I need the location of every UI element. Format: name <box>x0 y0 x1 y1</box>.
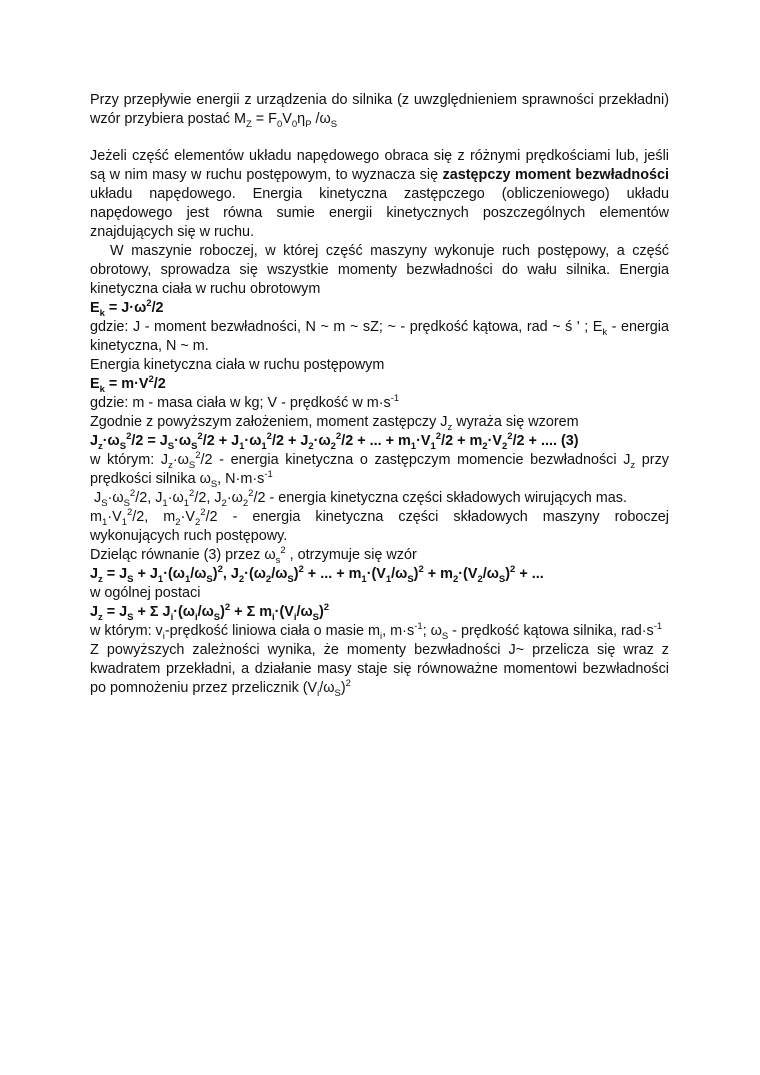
paragraph-motor-torque-formula: Przy przepływie energii z urządzenia do silnika (z uwzględnieniem sprawności przekładni) wzór przybiera postać $M_Z = F_0V_0\eta_P$ $/\omega_S$ <box>90 92 669 130</box>
paragraph-translational-title: Energia kinetyczna ciała w ruchu postępowym <box>90 357 385 373</box>
formula-translational-energy: $E_k = m\cdot V^2/2$ <box>90 374 166 395</box>
paragraph-translational-legend: gdzie: m - masa ciała w kg; V - prędkość w $m\cdot s^{-1}$ <box>90 393 400 411</box>
term-equivalent-moment: zastępczy moment bezwładności <box>442 167 669 183</box>
paragraph-dividing-equation: Dzieląc równanie (3) przez $\omega_s^2$ , otrzymuje się wzór <box>90 545 417 566</box>
formula-energy-balance: $J_z\cdot\omega_S^2/2 = J_S\cdot\omega_S^2/2 + J_1\cdot\omega_1^2/2 + J_2\cdot\omega_2^2/2$ + ... + $m_1\cdot V_1^2/2 + m_2\cdot V_2^2/2$ + .... (3) <box>90 431 579 452</box>
document-page <box>90 91 669 698</box>
paragraph-translating-masses: $m_1\cdot V_1^2/2$, $m_2\cdot V_2^2/2$ - energia kinetyczna części składowych maszyny roboczej wykonujących ruch postępowy. <box>90 507 669 544</box>
paragraph-equivalent-moment-lead: Zgodnie z powyższym założeniem, moment zastępczy $J_z$ wyraża się wzorem <box>90 414 579 433</box>
paragraph-general-form: w ogólnej postaci <box>90 585 201 601</box>
paragraph-equivalent-moment-intro: Jeżeli część elementów układu napędowego obraca się z różnymi prędkościami lub, jeśli są w nim masy w ruchu postępowym, to wyznacza się zastępczy moment bezwładności układu napędowego. Energia kinetyczna zastępczego (obliczeniowego) układu napędowego jest równa sumie energii kinetycznych poszczególnych elementów znajdujących się w ruchu. <box>90 148 669 240</box>
formula-equivalent-moment: $J_z = J_S + J_1\cdot(\omega_1/\omega_S)^2$, $J_2\cdot(\omega_2/\omega_S)^2$ + ... + $m_1\cdot(V_1/\omega_S)^2 + m_2\cdot(V_2/\omega_S)^2$ + ... <box>90 564 544 585</box>
formula-rotational-energy: $E_k = J\cdot\omega^2/2$ <box>90 298 164 319</box>
paragraph-spacer <box>90 129 669 147</box>
paragraph-general-legend: w którym: $v_i$-prędkość liniowa ciała o masie $m_i$, $m\cdot s^{-1}$; $\omega_S$ - prędkość kątowa silnika, $rad\cdot s^{-1}$ <box>90 621 663 642</box>
paragraph-rotating-masses: $J_S\cdot\omega_S^2/2$, $J_1\cdot\omega_1^2/2$, $J_2\cdot\omega_2^2/2$ - energia kinetyczna części składowych wirujących mas. <box>94 488 627 509</box>
paragraph-rotational-legend: gdzie: J - moment bezwładności, N ~ m ~ sZ; ~ - prędkość kątowa, rad ~ ś ' ; $E_k$ - energia kinetyczna, N ~ m. <box>90 319 669 354</box>
paragraph-conclusion: Z powyższych zależności wynika, że momenty bezwładności J~ przelicza się wraz z kwadratem przekładni, a działanie masy staje się równoważne momentowi bezwładności po pomnożeniu przez przelicznik $(V_i/\omega_S)^2$ <box>90 642 669 699</box>
paragraph-working-machine: W maszynie roboczej, w której część maszyny wykonuje ruch postępowy, a część obrotowy, sprowadza się wszystkie momenty bezwładności do wału silnika. Energia kinetyczna ciała w ruchu obrotowym <box>90 243 669 297</box>
paragraph-equivalent-legend: w którym: $J_z\cdot\omega_S^2/2$ - energia kinetyczna o zastępczym momencie bezwładności $J_z$ przy prędkości silnika $\omega_S$, $N\cdot m\cdot s^{-1}$ <box>90 450 669 490</box>
formula-general: $J_z = J_S + \Sigma$ $J_i\cdot(\omega_i/\omega_S)^2 + \Sigma$ $m_i\cdot(V_i/\omega_S)^2$ <box>90 602 330 623</box>
